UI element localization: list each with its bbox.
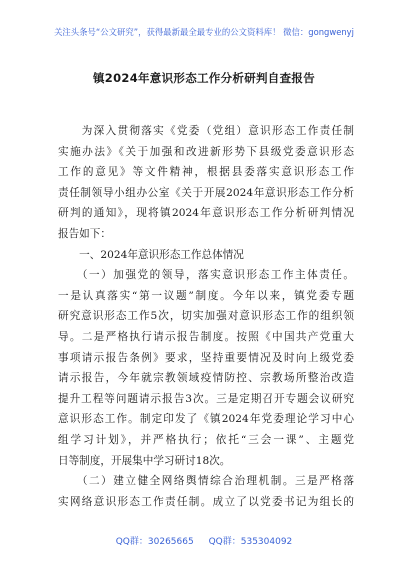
subsection-heading: （二）建立健全网络舆情综合治理机制。三是严格落 [58,475,354,488]
footer-contacts [0,534,408,547]
body-line: 组学习计划》，并严格执行；依托“三会一课”、主题党 [58,433,354,446]
body-line: 一是认真落实“第一议题”制度。今年以来，镇党委专题 [58,289,354,302]
body-line: 提升工程等问题请示报告3次。三是定期召开专题会议研究 [58,392,354,405]
footer-qq-group-1: QQ群：30265665 [115,537,194,547]
body-line: 实网络意识形态工作责任制。成立了以党委书记为组长的 [58,495,354,508]
body-line: 为深入贯彻落实《党委（党组）意识形态工作责任制 [58,125,354,137]
body-line: 事项请示报告条例》要求，坚持重要情况及时向上级党委 [58,351,354,364]
document-body [58,121,354,512]
header-banner: 关注头条号“公文研究”，获得最新最全最专业的公文资料库！ 微信：gongwenyj [54,27,354,37]
document-title: 镇2024年意识形态工作分析研判自查报告 [92,71,315,85]
footer-qq-group-2: QQ群：535304092 [208,537,293,547]
body-line: 研究意识形态工作5次，切实加强对意识形态工作的组织领 [58,310,354,323]
body-line: 请示报告，今年就宗教领域疫情防控、宗教场所整治改造 [58,372,354,385]
body-line: 责任制领导小组办公室《关于开展2024年意识形态工作分析 [58,186,354,199]
body-line: 实施办法》《关于加强和改进新形势下县级党委意识形态 [58,145,354,158]
subsection-heading: （一）加强党的领导，落实意识形态工作主体责任。 [58,269,354,282]
section-heading: 一、2024年意识形态工作总体情况 [58,248,244,261]
body-line: 日等制度，开展集中学习研讨18次。 [58,454,231,467]
body-line: 研判的通知》，现将镇2024年意识形态工作分析研判情况 [58,207,354,220]
body-line: 报告如下： [58,227,111,240]
body-line: 工作的意见》等文件精神，根据县委落实意识形态工作 [58,166,354,179]
body-line: 意识形态工作。制定印发了《镇2024年党委理论学习中心 [58,413,354,426]
body-line: 导。二是严格执行请示报告制度。按照《中国共产党重大 [58,330,354,343]
